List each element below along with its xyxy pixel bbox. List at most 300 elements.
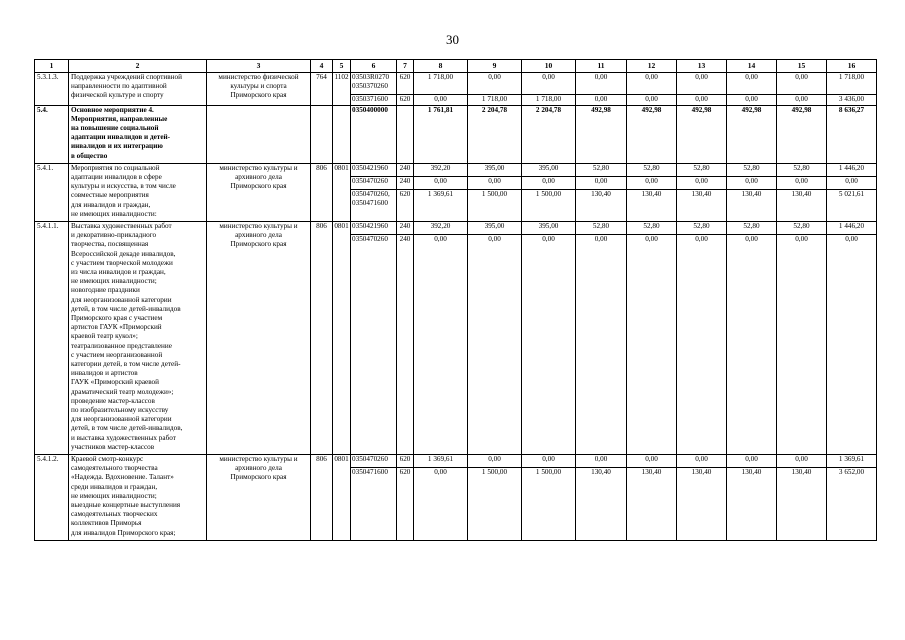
name-line: не имеющих инвалидности:: [71, 209, 157, 218]
row-name: [69, 163, 207, 221]
amount: 1 761,81: [427, 105, 454, 114]
row-executor: [207, 454, 311, 540]
sub-block: [397, 73, 413, 91]
executor-line: министерство культуры и: [219, 454, 298, 463]
sub-block: [414, 467, 467, 477]
amount: 1 500,00: [481, 190, 508, 199]
name-line: инвалидов и артистов: [71, 369, 138, 378]
name-line: новогодние праздники: [71, 286, 140, 295]
sub-block: [777, 234, 826, 244]
amount: 52,80: [693, 221, 710, 230]
sub-block: [578, 73, 624, 91]
value-cell: [468, 163, 522, 221]
amount: 0,00: [695, 95, 708, 104]
filler: [397, 199, 413, 208]
value-cell: [677, 73, 727, 106]
sub-block: [351, 467, 397, 477]
column-header: 3: [207, 60, 311, 73]
amount: 52,80: [793, 221, 810, 230]
vr-code: 240: [399, 177, 411, 185]
sub-block: [727, 189, 776, 208]
value-cell: [414, 73, 468, 106]
name-line: на повышение социальной: [71, 124, 159, 133]
value-cell: [576, 73, 627, 106]
vr-code: 620: [399, 73, 411, 81]
sub-block: [397, 189, 414, 208]
executor-line: Приморского края: [230, 240, 287, 249]
sub-block: [468, 94, 521, 104]
sub-block: [524, 164, 573, 173]
sub-block: [829, 164, 874, 173]
sub-block: [416, 222, 465, 231]
table-row: [35, 163, 877, 221]
csr-code: 0350421960: [352, 221, 388, 230]
value-cell: [414, 105, 468, 163]
sub-block: [779, 106, 824, 115]
sub-block: [522, 234, 575, 244]
column-header: 9: [468, 60, 522, 73]
filler: [629, 199, 674, 208]
value-cell: [522, 163, 576, 221]
target-article: [351, 454, 397, 540]
expense-type: [397, 73, 414, 106]
target-article: [351, 105, 397, 163]
sub-block: [522, 176, 575, 186]
row-number: 5.4.1.: [35, 163, 69, 221]
amount: 0,00: [695, 454, 708, 463]
sub-block: [627, 467, 676, 477]
amount: 0,00: [594, 177, 608, 185]
column-header: 16: [827, 60, 877, 73]
amount: 1 369,61: [838, 454, 865, 463]
sub-block: [677, 234, 726, 244]
sub-block: [827, 94, 876, 104]
amount: 52,80: [793, 163, 810, 172]
sub-block: [470, 222, 519, 231]
value-cell: [727, 73, 777, 106]
column-header: 4: [311, 60, 333, 73]
sub-block: [414, 94, 467, 104]
amount: 0,00: [488, 177, 501, 185]
amount: 52,80: [743, 221, 760, 230]
amount: 0,00: [745, 73, 758, 81]
section-code: 0801: [333, 454, 351, 540]
row-name: [69, 221, 207, 454]
sub-block: [777, 467, 826, 477]
row-executor: [207, 163, 311, 221]
sub-block: [351, 234, 397, 244]
page-number: 30: [446, 32, 459, 47]
column-header: 6: [351, 60, 397, 73]
value-cell: [522, 221, 576, 454]
name-line: не имеющих инвалидности;: [71, 491, 157, 500]
sub-block: [679, 73, 724, 91]
value-cell: [777, 163, 827, 221]
section-code: 0801: [333, 163, 351, 221]
amount: 52,80: [643, 163, 660, 172]
filler: [470, 82, 519, 91]
sub-block: [522, 467, 575, 477]
sub-block: [352, 106, 395, 115]
amount: 2 204,78: [535, 105, 562, 114]
column-header: 12: [627, 60, 677, 73]
sub-block: [629, 164, 674, 173]
amount: 1 446,20: [838, 163, 865, 172]
column-header: 1: [35, 60, 69, 73]
sub-block: [397, 455, 413, 464]
amount: 130,40: [641, 190, 662, 199]
sub-block: [470, 106, 519, 115]
filler: [629, 82, 674, 91]
amount: 0,00: [795, 73, 808, 81]
column-header: 15: [777, 60, 827, 73]
sub-block: [397, 164, 413, 173]
amount: 0,00: [488, 235, 501, 244]
target-article: [351, 73, 397, 106]
value-cell: [727, 454, 777, 540]
filler: [779, 199, 824, 208]
amount: 492,98: [691, 105, 712, 114]
name-line: и выставка художественных работ: [71, 433, 176, 442]
name-line: самодеятельных творческих: [71, 510, 158, 519]
sub-block: [416, 73, 465, 91]
expense-type: [397, 105, 414, 163]
amount: 0,00: [594, 454, 608, 463]
sub-block: [576, 234, 626, 244]
name-line: Поддержка учреждений спортивной: [71, 73, 182, 81]
name-line: для инвалидов и граждан,: [71, 200, 151, 209]
amount: 0,00: [434, 177, 447, 185]
header-row: [35, 60, 877, 73]
row-name: [69, 73, 207, 106]
sub-block: [779, 164, 824, 173]
amount: 0,00: [695, 177, 708, 185]
row-number: 5.4.: [35, 105, 69, 163]
amount: 492,98: [791, 105, 812, 114]
name-line: культуры и искусства, в том числе: [71, 182, 176, 191]
csr-code: 0350371600: [352, 95, 388, 104]
value-cell: [627, 221, 677, 454]
sub-block: [576, 94, 626, 104]
amount: 392,20: [430, 221, 451, 230]
value-cell: [677, 221, 727, 454]
value-cell: [576, 105, 627, 163]
filler: [578, 199, 624, 208]
sub-block: [829, 106, 874, 115]
filler: [416, 199, 465, 208]
sub-block: [416, 164, 465, 173]
column-header: 7: [397, 60, 414, 73]
name-line: для неорганизованной категории: [71, 415, 172, 424]
sub-block: [524, 222, 573, 231]
value-cell: [522, 105, 576, 163]
sub-block: [416, 106, 465, 115]
value-cell: [777, 454, 827, 540]
value-cell: [777, 73, 827, 106]
target-article: [351, 221, 397, 454]
csr-code: 0350421960: [352, 163, 388, 172]
sub-block: [470, 73, 519, 91]
value-cell: [522, 454, 576, 540]
sub-block: [827, 189, 876, 208]
value-cell: [468, 221, 522, 454]
sub-block: [397, 176, 414, 186]
vr-code: 620: [399, 468, 411, 477]
csr-code: 0350470260: [352, 454, 388, 463]
name-line: театрализованное представление: [71, 341, 172, 350]
amount: 395,00: [538, 221, 559, 230]
amount: 130,40: [591, 468, 611, 477]
sub-block: [777, 176, 826, 186]
amount: 492,98: [741, 105, 762, 114]
sub-block: [397, 467, 414, 477]
name-line: Мероприятия по социальной: [71, 163, 160, 172]
filler: [524, 199, 573, 208]
name-line: адаптации инвалидов и детей-: [71, 133, 171, 142]
sub-block: [827, 234, 876, 244]
row-number: 5.3.1.3.: [35, 73, 69, 106]
column-header: 14: [727, 60, 777, 73]
table-body: [35, 73, 877, 541]
name-line: самодеятельного творчества: [71, 464, 158, 473]
amount: 1 500,00: [535, 468, 562, 477]
amount: 1 446,20: [838, 221, 865, 230]
sub-block: [351, 189, 397, 208]
sub-block: [627, 176, 676, 186]
name-line: ГАУК «Приморский краевой: [71, 378, 159, 387]
executor-line: Приморского края: [230, 473, 287, 482]
row-number: 5.4.1.2.: [35, 454, 69, 540]
name-line: Выставка художественных работ: [71, 221, 172, 230]
name-line: творчества, посвященная: [71, 240, 149, 249]
vr-code: 240: [399, 221, 411, 230]
sub-block: [727, 467, 776, 477]
vr-code: 620: [399, 95, 411, 104]
amount: 130,40: [641, 468, 662, 477]
sub-block: [679, 455, 724, 464]
table-row: [35, 454, 877, 540]
row-name: [69, 105, 207, 163]
amount: 395,00: [538, 163, 559, 172]
filler: [829, 82, 874, 91]
amount: 52,80: [592, 221, 610, 230]
filler: [470, 199, 519, 208]
name-line: проведение мастер-классов: [71, 396, 155, 405]
name-line: совместные мероприятия: [71, 191, 149, 200]
sub-block: [416, 455, 465, 464]
sub-block: [679, 222, 724, 231]
amount: 130,40: [691, 468, 712, 477]
executor-line: Приморского края: [230, 91, 287, 100]
name-line: из числа инвалидов и граждан,: [71, 268, 166, 276]
name-line: по изобразительному искусству: [71, 406, 169, 415]
sub-block: [777, 94, 826, 104]
amount: 0,00: [488, 454, 501, 463]
sub-block: [679, 164, 724, 173]
csr-code: 0350370260: [352, 82, 388, 91]
amount: 395,00: [484, 163, 505, 172]
executor-line: архивного дела: [235, 231, 282, 240]
name-line: и декоративно-прикладного: [71, 231, 157, 240]
sub-block: [729, 455, 774, 464]
amount: 0,00: [745, 235, 758, 244]
name-line: выездные концертные выступления: [71, 501, 181, 509]
sub-block: [729, 73, 774, 91]
value-cell: [576, 221, 627, 454]
name-line: артистов ГАУК «Приморский: [71, 323, 162, 332]
sub-block: [524, 455, 573, 464]
grbs-code: 764: [311, 73, 333, 106]
name-line: коллективов Приморья: [71, 519, 142, 528]
sub-block: [779, 73, 824, 91]
amount: 0,00: [542, 454, 555, 463]
name-line: Всероссийской декаде инвалидов,: [71, 249, 176, 258]
column-header: 13: [677, 60, 727, 73]
section-code: [333, 105, 351, 163]
filler: [397, 82, 413, 91]
value-cell: [468, 73, 522, 106]
name-line: физической культуре и спорту: [71, 91, 164, 100]
value-cell: [777, 105, 827, 163]
target-article: [351, 163, 397, 221]
value-cell: [414, 454, 468, 540]
filler: [729, 199, 774, 208]
sub-block: [522, 189, 575, 208]
value-cell: [677, 105, 727, 163]
value-cell: [414, 221, 468, 454]
sub-block: [677, 94, 726, 104]
name-line: в общество: [71, 151, 108, 160]
sub-block: [729, 164, 774, 173]
amount: 0,00: [845, 177, 858, 185]
sub-block: [352, 455, 395, 464]
sub-block: [578, 455, 624, 464]
vr-code: 240: [399, 163, 411, 172]
value-cell: [468, 105, 522, 163]
amount: 1 500,00: [535, 190, 562, 199]
name-line: Основное мероприятие 4.: [71, 105, 154, 114]
grbs-code: 806: [311, 221, 333, 454]
value-cell: [677, 454, 727, 540]
amount: 8 636,27: [838, 105, 865, 114]
table-row: [35, 105, 877, 163]
sub-block: [679, 106, 724, 115]
amount: 0,00: [542, 235, 555, 244]
sub-block: [414, 234, 467, 244]
amount: 0,00: [695, 73, 708, 81]
amount: 0,00: [542, 177, 555, 185]
amount: 130,40: [591, 190, 611, 199]
name-line: среди инвалидов и граждан,: [71, 482, 158, 491]
amount: 0,00: [488, 73, 501, 81]
amount: 1 500,00: [481, 468, 508, 477]
sub-block: [629, 455, 674, 464]
sub-block: [727, 234, 776, 244]
amount: 1 369,61: [427, 190, 454, 199]
sub-block: [352, 164, 395, 173]
name-line: Краевой смотр-конкурс: [71, 454, 144, 463]
value-cell: [576, 163, 627, 221]
amount: 0,00: [594, 73, 608, 81]
amount: 492,98: [641, 105, 662, 114]
sub-block: [468, 176, 521, 186]
value-cell: [627, 454, 677, 540]
amount: 0,00: [594, 235, 608, 244]
sub-block: [351, 94, 397, 104]
row-executor: [207, 105, 311, 163]
sub-block: [829, 455, 874, 464]
csr-code: 0350400000: [352, 105, 388, 114]
section-code: 1102: [333, 73, 351, 106]
amount: 52,80: [743, 163, 760, 172]
amount: 0,00: [795, 235, 808, 244]
sub-block: [576, 189, 626, 208]
executor-line: культуры и спорта: [230, 82, 287, 91]
sub-block: [627, 234, 676, 244]
sub-block: [414, 189, 467, 208]
name-line: для инвалидов Приморского края;: [71, 528, 176, 537]
value-cell: [468, 454, 522, 540]
name-line: с участием неорганизованной: [71, 350, 163, 359]
csr-code: 03503R0270: [352, 73, 390, 81]
amount: 392,20: [430, 163, 451, 172]
amount: 130,40: [741, 468, 762, 477]
sub-block: [729, 106, 774, 115]
amount: 52,80: [693, 163, 710, 172]
column-header: 5: [333, 60, 351, 73]
csr-code: 0350470260,: [352, 190, 390, 199]
sub-block: [627, 189, 676, 208]
sub-block: [470, 164, 519, 173]
sub-block: [827, 176, 876, 186]
value-cell: [677, 163, 727, 221]
name-line: участников мастер-классов: [71, 442, 155, 451]
amount: 130,40: [691, 190, 712, 199]
sub-block: [727, 94, 776, 104]
filler: [729, 82, 774, 91]
filler: [524, 82, 573, 91]
name-line: направленности по адаптивной: [71, 82, 167, 91]
amount: 1 718,00: [481, 95, 508, 104]
grbs-code: 806: [311, 454, 333, 540]
filler: [779, 82, 824, 91]
sub-block: [777, 189, 826, 208]
vr-code: 620: [399, 454, 411, 463]
name-line: детей, в том числе детей-инвалидов,: [71, 424, 183, 433]
csr-code: 0350470260: [352, 235, 388, 244]
filler: [679, 82, 724, 91]
sub-block: [727, 176, 776, 186]
value-cell: [727, 221, 777, 454]
sub-block: [468, 189, 521, 208]
amount: 52,80: [643, 221, 660, 230]
row-number: 5.4.1.1.: [35, 221, 69, 454]
sub-block: [524, 106, 573, 115]
amount: 0,00: [645, 95, 658, 104]
sub-block: [397, 94, 414, 104]
name-line: категории детей, в том числе детей-: [71, 360, 181, 369]
value-cell: [827, 221, 877, 454]
sub-block: [397, 222, 413, 231]
sub-block: [629, 222, 674, 231]
value-cell: [827, 105, 877, 163]
sub-block: [576, 467, 626, 477]
row-executor: [207, 73, 311, 106]
amount: 0,00: [434, 468, 447, 477]
amount: 1 369,61: [427, 454, 454, 463]
sub-block: [629, 73, 674, 91]
row-name: [69, 454, 207, 540]
